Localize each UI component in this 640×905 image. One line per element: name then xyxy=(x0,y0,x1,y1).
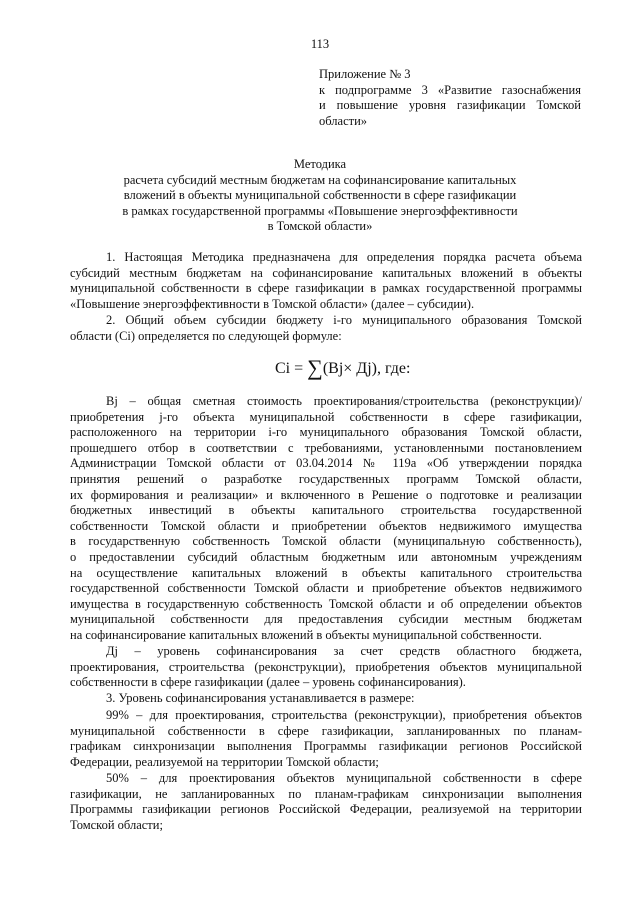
title-line: вложений в объекты муниципальной собственности в сфере газификации xyxy=(123,188,517,202)
paragraph-bj xyxy=(70,394,582,644)
text-line: «Повышение энергоэффективности в Томской области» (далее – субсидии). xyxy=(70,296,475,311)
text-line: проектирования, строительства (реконструкции), приобретения объектов муниципальной xyxy=(70,659,582,674)
text-line: бюджетных инвестиций в объекты капитального строительства государственной xyxy=(70,503,582,518)
text-line: Федерации, реализуемой на территории Томской области; xyxy=(70,754,379,769)
paragraph-3 xyxy=(70,691,582,707)
text-line: 99% – для проектирования, строительства (реконструкции), приобретения объектов xyxy=(106,708,582,722)
text-line: Вj – общая сметная стоимость проектирования/строительства (реконструкции)/ xyxy=(106,394,582,408)
paragraph-2 xyxy=(70,313,582,344)
sigma-symbol: ∑ xyxy=(307,355,323,380)
text-line: имущества в государственную собственность Томской области и об определении объектов xyxy=(70,596,582,611)
appendix-line: и повышение уровня газификации Томской xyxy=(319,98,581,112)
text-line: Томской области; xyxy=(70,817,163,832)
text-line: Дj – уровень софинансирования за счет средств областного бюджета, xyxy=(106,644,582,658)
text-line: на осуществление капитальных вложений в объекты капитального строительства xyxy=(70,565,582,580)
paragraph-1 xyxy=(70,250,582,312)
text-line: газификации, не запланированных по планам-графикам синхронизации выполнения xyxy=(70,786,582,801)
text-line: принятия решений о разработке государственных программ Томской области, xyxy=(70,471,582,486)
title-line: в рамках государственной программы «Повышение энергоэффективности xyxy=(122,203,518,218)
text-line: в государственную собственность Томской области (муниципальную собственность), xyxy=(70,534,582,549)
text-line: собственности в сфере газификации (далее – уровень софинансирования). xyxy=(70,675,466,690)
text-line: их формирования и реализации» и включенного в Решение о подготовке и реализации xyxy=(70,487,582,502)
appendix-line: к подпрограмме 3 «Развитие газоснабжения xyxy=(319,82,581,97)
formula-rhs: (Вj× Дj), где: xyxy=(322,360,411,377)
document-title xyxy=(60,157,580,235)
appendix-line: Приложение № 3 xyxy=(319,67,411,81)
title-line: в Томской области» xyxy=(267,219,373,233)
text-line: государственной собственности Томской области и приобретение объектов недвижимого xyxy=(70,581,582,596)
page-number: 113 xyxy=(310,37,330,51)
text-line: о предоставлении субсидий областным бюджетным или автономным учреждениям xyxy=(70,549,582,564)
formula-lhs: Ci = xyxy=(275,360,304,377)
paragraph-50 xyxy=(70,771,582,833)
text-line: на софинансирование капитальных вложений в объекты муниципальной собственности. xyxy=(70,627,542,642)
text-line: области (Ci) определяется по следующей формуле: xyxy=(70,328,342,343)
appendix-note xyxy=(319,67,581,129)
text-line: муниципальной собственности в сфере газификации, запланированных по планам- xyxy=(70,723,582,738)
text-line: муниципальной собственности для предоставления субсидии местным бюджетам xyxy=(70,612,582,627)
text-line: прошедшего отбор в соответствии с требованиями, установленными постановлением xyxy=(70,440,582,455)
text-line: собственности Томской области и приобретении объектов недвижимого имущества xyxy=(70,518,582,533)
text-line: расположенного на территории i-го муниципального образования Томской области, xyxy=(70,425,582,440)
text-line: муниципальной собственности в сфере газификации в рамках государственной программы xyxy=(70,281,582,296)
text-line: приобретения j-го объекта муниципальной собственности в сфере газификации, xyxy=(70,409,582,424)
text-line: 50% – для проектирования объектов муниципальной собственности в сфере xyxy=(106,771,582,785)
text-line: 3. Уровень софинансирования устанавливается в размере: xyxy=(106,691,415,705)
text-line: графикам синхронизации выполнения Программы газификации регионов Российской xyxy=(70,739,582,754)
text-line: Программы газификации регионов Российской Федерации, реализуемой на территории xyxy=(70,802,582,817)
title-line: расчета субсидий местным бюджетам на софинансирование капитальных xyxy=(123,172,517,187)
paragraph-99 xyxy=(70,708,582,770)
paragraph-dj xyxy=(70,644,582,691)
title-heading: Методика xyxy=(293,157,347,171)
text-line: субсидий местным бюджетам на софинансирование капитальных вложений в объекты xyxy=(70,265,582,280)
text-line: Администрации Томской области от 03.04.2014 № 119а «Об утверждении порядка xyxy=(70,456,582,471)
formula xyxy=(275,355,410,381)
text-line: 1. Настоящая Методика предназначена для определения порядка расчета объема xyxy=(106,250,582,264)
text-line: 2. Общий объем субсидии бюджету i-го муниципального образования Томской xyxy=(106,313,582,327)
appendix-line: области» xyxy=(319,113,368,128)
